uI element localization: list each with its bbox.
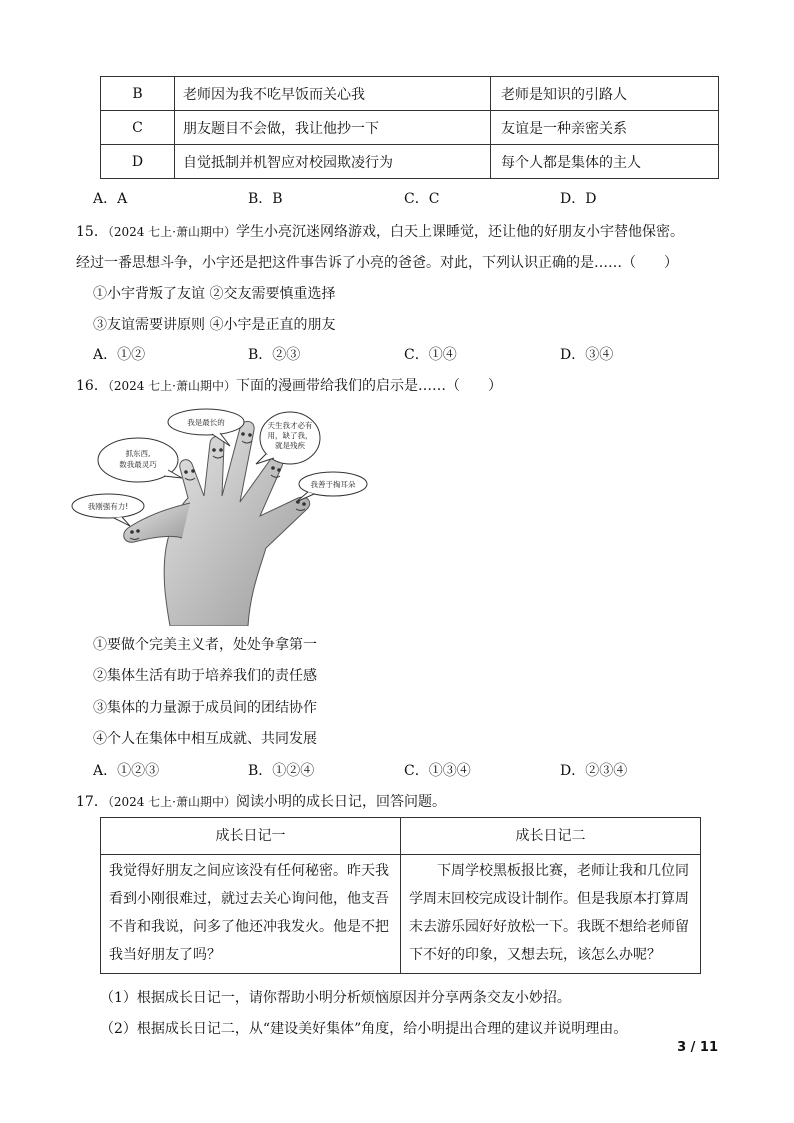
diary1-text: 我觉得好朋友之间应该没有任何秘密。昨天我看到小刚很难过，就过去关心询问他，他支吾不肯和我说，问多了他还冲我发火。他是不把我当好朋友了吗？	[101, 855, 401, 974]
diary2-title: 成长日记二	[401, 818, 701, 855]
table-row	[101, 145, 719, 179]
q14-table	[100, 76, 719, 179]
bubble-text: 天生我才必有	[267, 421, 313, 430]
table-row	[101, 818, 701, 855]
table-cell: B	[101, 77, 175, 111]
bubble-text: 用，缺了我，	[267, 431, 313, 440]
q16-statement-4: ④个人在集体中相互成就、共同发展	[93, 731, 317, 747]
bubble-text: 我刚强有力!	[87, 502, 129, 511]
question-number: 17．	[76, 794, 108, 810]
q15-stem-line1	[76, 221, 684, 241]
diary-table	[100, 817, 701, 974]
table-cell: 老师因为我不吃早饭而关心我	[175, 77, 491, 111]
bubble-text: 我是最长的	[187, 418, 225, 427]
option-c[interactable]: C．①③④	[404, 763, 471, 779]
q15-options	[93, 344, 713, 364]
question-number: 15．	[76, 224, 108, 240]
q15-statements-line2: ③友谊需要讲原则 ④小宇是正直的朋友	[93, 317, 336, 333]
option-d[interactable]: D．D	[560, 191, 597, 207]
bubble-text: 抓东西,	[125, 449, 151, 458]
option-a[interactable]: A．A	[93, 191, 128, 207]
q16-stem	[76, 375, 502, 395]
bubble-text: 就是残疾	[275, 441, 305, 450]
diary1-title: 成长日记一	[101, 818, 401, 855]
table-cell: C	[101, 111, 175, 145]
q15-stem-line2: 经过一番思想斗争，小宇还是把这件事告诉了小亮的爸爸。对此，下列认识正确的是……（ ）	[76, 255, 678, 271]
question-stem: 阅读小明的成长日记，回答问题。	[236, 794, 446, 810]
q17-sub2: （2）根据成长日记二，从“建设美好集体”角度，给小明提出合理的建议并说明理由。	[100, 1021, 628, 1037]
question-stem: 下面的漫画带给我们的启示是……（ ）	[236, 378, 502, 394]
question-stem: 学生小亮沉迷网络游戏，白天上课睡觉，还让他的好朋友小宇替他保密。	[236, 224, 684, 240]
table-cell: 自觉抵制并机智应对校园欺凌行为	[175, 145, 491, 179]
question-source: （2024 七上·萧山期中）	[107, 225, 236, 239]
q17-sub1: （1）根据成长日记一，请你帮助小明分析烦恼原因并分享两条交友小妙招。	[100, 990, 571, 1006]
option-b[interactable]: B．B	[248, 191, 283, 207]
bubble-text: 数我最灵巧	[119, 460, 157, 469]
q16-statement-2: ②集体生活有助于培养我们的责任感	[93, 668, 317, 684]
q14-options	[93, 188, 713, 208]
question-number: 16．	[76, 378, 108, 394]
q16-statement-1: ①要做个完美主义者，处处争拿第一	[93, 637, 317, 653]
q15-statements-line1: ①小宇背叛了友谊 ②交友需要慎重选择	[93, 286, 336, 302]
question-source: （2024 七上·萧山期中）	[107, 795, 236, 809]
option-a[interactable]: A．①②	[93, 347, 146, 363]
option-c[interactable]: C．C	[404, 191, 440, 207]
table-row	[101, 111, 719, 145]
table-row	[101, 855, 701, 974]
option-c[interactable]: C．①④	[404, 347, 457, 363]
question-source: （2024 七上·萧山期中）	[107, 379, 236, 393]
page-number: 3 / 11	[677, 1040, 718, 1055]
option-d[interactable]: D．②③④	[560, 763, 628, 779]
table-cell: 友谊是一种亲密关系	[491, 111, 719, 145]
option-a[interactable]: A．①②③	[93, 763, 160, 779]
q16-statement-3: ③集体的力量源于成员间的团结协作	[93, 700, 317, 716]
q16-options	[93, 760, 713, 780]
option-b[interactable]: B．②③	[248, 347, 301, 363]
table-cell: 老师是知识的引路人	[491, 77, 719, 111]
table-cell: D	[101, 145, 175, 179]
hand-cartoon-image	[70, 398, 400, 626]
option-b[interactable]: B．①②④	[248, 763, 315, 779]
q17-stem	[76, 791, 446, 811]
option-d[interactable]: D．③④	[560, 347, 614, 363]
bubble-text: 我善于掏耳朵	[310, 480, 356, 489]
table-cell: 每个人都是集体的主人	[491, 145, 719, 179]
table-row	[101, 77, 719, 111]
table-cell: 朋友题目不会做，我让他抄一下	[175, 111, 491, 145]
diary2-text: 下周学校黑板报比赛，老师让我和几位同学周末回校完成设计制作。但是我原本打算周末去游乐园好好放松一下。我既不想给老师留下不好的印象，又想去玩，该怎么办呢？	[401, 855, 701, 974]
